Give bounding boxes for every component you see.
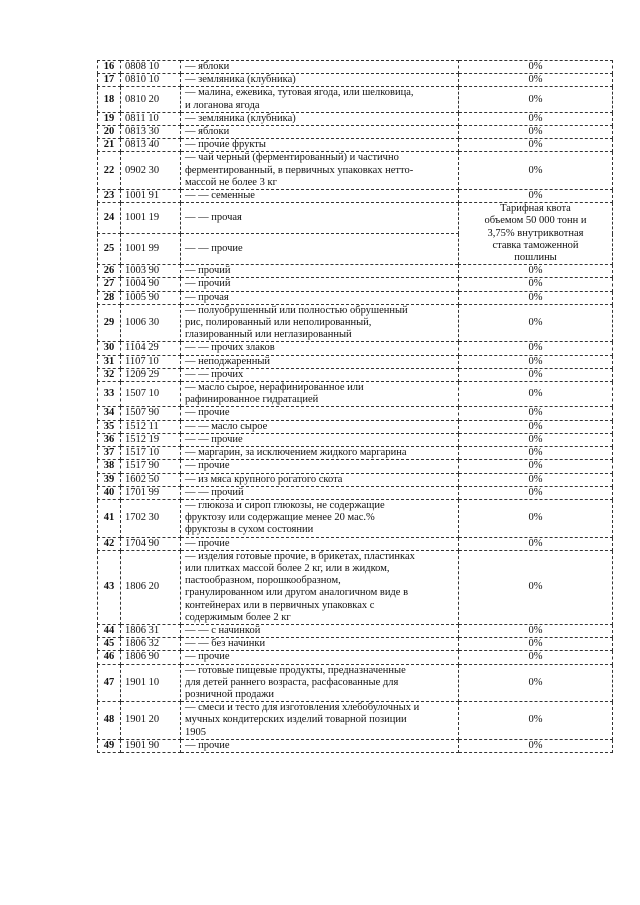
product-description xyxy=(181,382,459,407)
duty-rate xyxy=(459,126,613,139)
duty-rate xyxy=(459,304,613,342)
duty-rate xyxy=(459,291,613,304)
duty-rate xyxy=(459,265,613,278)
product-description xyxy=(181,355,459,368)
description-line: фруктозу или содержащие менее 20 мас.% xyxy=(185,512,375,524)
rate-line: 0% xyxy=(528,164,543,176)
description-line: — — семенные xyxy=(185,190,255,202)
row-number: 21 xyxy=(98,139,121,152)
description-line: контейнерах или в первичных упаковках с xyxy=(185,599,375,611)
product-description xyxy=(181,550,459,624)
product-description xyxy=(181,739,459,752)
description-line: и логанова ягода xyxy=(185,99,260,111)
product-description xyxy=(181,265,459,278)
duty-rate xyxy=(459,499,613,537)
rate-line: 3,75% внутриквотная xyxy=(487,227,584,239)
description-line: — — без начинки xyxy=(185,638,266,650)
rate-line: ставка таможенной xyxy=(492,239,579,251)
duty-rate xyxy=(459,638,613,651)
duty-rate xyxy=(459,152,613,190)
description-line: пастообразном, порошкообразном, xyxy=(185,575,341,587)
description-line: — — прочие xyxy=(185,243,243,255)
description-line: — масло сырое, нерафинированное или xyxy=(185,382,364,394)
description-line: — полуобрушенный или полностью обрушенный xyxy=(185,304,408,316)
table-row xyxy=(98,407,613,420)
description-line: — прочие xyxy=(185,460,230,472)
description-line: — — прочих злаков xyxy=(185,342,275,354)
rate-line: 0% xyxy=(528,93,543,105)
description-line: — яблоки xyxy=(185,126,230,138)
product-description xyxy=(181,407,459,420)
row-number: 30 xyxy=(98,342,121,355)
description-line: 1905 xyxy=(185,726,206,738)
rate-line: 0% xyxy=(528,278,543,290)
description-line: — малина, ежевика, тутовая ягода, или шелковица, xyxy=(185,87,414,99)
product-description xyxy=(181,486,459,499)
product-description xyxy=(181,203,459,234)
description-line: — прочие xyxy=(185,651,230,663)
table-row xyxy=(98,739,613,752)
duty-rate xyxy=(459,112,613,125)
description-line: рафинированное гидратацией xyxy=(185,394,319,406)
product-description xyxy=(181,304,459,342)
tariff-code: 1517 90 xyxy=(121,460,181,473)
duty-rate xyxy=(459,74,613,87)
description-line: — — масло сырое xyxy=(185,420,268,432)
tariff-code: 1006 30 xyxy=(121,304,181,342)
product-description xyxy=(181,664,459,702)
duty-rate xyxy=(459,420,613,433)
table-row xyxy=(98,304,613,342)
table-row xyxy=(98,651,613,664)
tariff-code: 1702 30 xyxy=(121,499,181,537)
product-description xyxy=(181,460,459,473)
tariff-code: 1209 29 xyxy=(121,368,181,381)
row-number: 34 xyxy=(98,407,121,420)
table-row xyxy=(98,152,613,190)
product-description xyxy=(181,234,459,265)
tariff-code: 1005 90 xyxy=(121,291,181,304)
table-row xyxy=(98,624,613,637)
tariff-code: 1004 90 xyxy=(121,278,181,291)
description-line: ферментированный, в первичных упаковках нетто- xyxy=(185,164,414,176)
description-line: — изделия готовые прочие, в брикетах, пластинках xyxy=(185,550,415,562)
tariff-table-body xyxy=(98,61,613,753)
product-description xyxy=(181,112,459,125)
table-row xyxy=(98,420,613,433)
product-description xyxy=(181,499,459,537)
duty-rate xyxy=(459,87,613,112)
product-description xyxy=(181,342,459,355)
tariff-code: 1901 20 xyxy=(121,702,181,740)
row-number: 18 xyxy=(98,87,121,112)
table-row xyxy=(98,87,613,112)
tariff-code: 1901 90 xyxy=(121,739,181,752)
product-description xyxy=(181,433,459,446)
row-number: 32 xyxy=(98,368,121,381)
row-number: 29 xyxy=(98,304,121,342)
description-line: фруктозы в сухом состоянии xyxy=(185,524,314,536)
rate-line: 0% xyxy=(528,355,543,367)
table-row xyxy=(98,382,613,407)
description-line: — прочие xyxy=(185,407,230,419)
rate-line: 0% xyxy=(528,407,543,419)
rate-line: 0% xyxy=(528,638,543,650)
description-line: — — прочая xyxy=(185,212,242,224)
row-number: 35 xyxy=(98,420,121,433)
rate-line: 0% xyxy=(528,486,543,498)
description-line: — — прочий xyxy=(185,486,244,498)
product-description xyxy=(181,638,459,651)
product-description xyxy=(181,651,459,664)
table-row xyxy=(98,550,613,624)
tariff-code: 1512 11 xyxy=(121,420,181,433)
product-description xyxy=(181,87,459,112)
row-number: 46 xyxy=(98,651,121,664)
description-line: гранулированном или другом аналогичном виде в xyxy=(185,587,409,599)
product-description xyxy=(181,126,459,139)
duty-rate xyxy=(459,550,613,624)
row-number: 48 xyxy=(98,702,121,740)
table-row xyxy=(98,112,613,125)
row-number: 45 xyxy=(98,638,121,651)
description-line: глазированный или неглазированный xyxy=(185,329,352,341)
row-number: 43 xyxy=(98,550,121,624)
product-description xyxy=(181,61,459,74)
tariff-code: 1704 90 xyxy=(121,537,181,550)
tariff-code: 1806 90 xyxy=(121,651,181,664)
row-number: 20 xyxy=(98,126,121,139)
table-row xyxy=(98,460,613,473)
description-line: или плитках массой более 2 кг, или в жидком, xyxy=(185,562,390,574)
description-line: — прочий xyxy=(185,265,231,277)
tariff-code: 0811 10 xyxy=(121,112,181,125)
row-number: 24 xyxy=(98,203,121,234)
table-row xyxy=(98,139,613,152)
rate-line: 0% xyxy=(528,433,543,445)
product-description xyxy=(181,473,459,486)
tariff-code: 1507 90 xyxy=(121,407,181,420)
rate-line: 0% xyxy=(528,317,543,329)
duty-rate xyxy=(459,739,613,752)
tariff-code: 0808 10 xyxy=(121,61,181,74)
tariff-code: 1806 20 xyxy=(121,550,181,624)
duty-rate xyxy=(459,664,613,702)
row-number: 17 xyxy=(98,74,121,87)
table-row xyxy=(98,473,613,486)
description-line: — прочая xyxy=(185,291,229,303)
duty-rate xyxy=(459,433,613,446)
product-description xyxy=(181,291,459,304)
rate-line: 0% xyxy=(528,61,543,72)
tariff-code: 1701 99 xyxy=(121,486,181,499)
tariff-code: 1517 10 xyxy=(121,447,181,460)
rate-line: 0% xyxy=(528,739,543,751)
table-row xyxy=(98,278,613,291)
duty-rate xyxy=(459,447,613,460)
description-line: — готовые пищевые продукты, предназначенные xyxy=(185,664,406,676)
rate-line: Тарифная квота xyxy=(500,203,571,215)
product-description xyxy=(181,624,459,637)
table-row xyxy=(98,190,613,203)
description-line: — — с начинкой xyxy=(185,624,261,636)
row-number: 40 xyxy=(98,486,121,499)
rate-line: 0% xyxy=(528,265,543,277)
tariff-code: 1512 19 xyxy=(121,433,181,446)
duty-rate xyxy=(459,382,613,407)
description-line: — яблоки xyxy=(185,61,230,72)
description-line: содержимым более 2 кг xyxy=(185,611,291,623)
duty-rate xyxy=(459,203,613,265)
row-number: 41 xyxy=(98,499,121,537)
duty-rate xyxy=(459,407,613,420)
rate-line: 0% xyxy=(528,460,543,472)
table-row xyxy=(98,486,613,499)
tariff-code: 1806 32 xyxy=(121,638,181,651)
tariff-code: 0813 40 xyxy=(121,139,181,152)
rate-line: 0% xyxy=(528,714,543,726)
table-row xyxy=(98,433,613,446)
rate-line: 0% xyxy=(528,368,543,380)
description-line: рис, полированный или неполированный, xyxy=(185,317,372,329)
tariff-code: 1001 91 xyxy=(121,190,181,203)
description-line: — чай черный (ферментированный) и частично xyxy=(185,152,399,164)
rate-line: 0% xyxy=(528,291,543,303)
description-line: — прочий xyxy=(185,278,231,290)
row-number: 38 xyxy=(98,460,121,473)
rate-line: 0% xyxy=(528,420,543,432)
table-row xyxy=(98,291,613,304)
tariff-code: 1001 19 xyxy=(121,203,181,234)
tariff-table xyxy=(97,60,613,753)
description-line: для детей раннего возраста, расфасованные для xyxy=(185,676,399,688)
product-description xyxy=(181,190,459,203)
tariff-code: 1806 31 xyxy=(121,624,181,637)
product-description xyxy=(181,537,459,550)
rate-line: 0% xyxy=(528,512,543,524)
row-number: 37 xyxy=(98,447,121,460)
description-line: — — прочих xyxy=(185,368,244,380)
row-number: 47 xyxy=(98,664,121,702)
row-number: 26 xyxy=(98,265,121,278)
description-line: — глюкоза и сироп глюкозы, не содержащие xyxy=(185,499,385,511)
rate-line: 0% xyxy=(528,473,543,485)
table-row xyxy=(98,203,613,234)
row-number: 23 xyxy=(98,190,121,203)
duty-rate xyxy=(459,139,613,152)
table-row xyxy=(98,638,613,651)
duty-rate xyxy=(459,355,613,368)
tariff-code: 1507 10 xyxy=(121,382,181,407)
rate-line: 0% xyxy=(528,74,543,86)
product-description xyxy=(181,702,459,740)
table-row xyxy=(98,368,613,381)
table-row xyxy=(98,61,613,74)
product-description xyxy=(181,420,459,433)
description-line: — маргарин, за исключением жидкого маргарина xyxy=(185,447,407,459)
description-line: мучных кондитерских изделий товарной позиции xyxy=(185,714,407,726)
tariff-code: 1602 50 xyxy=(121,473,181,486)
tariff-code: 0810 20 xyxy=(121,87,181,112)
duty-rate xyxy=(459,460,613,473)
product-description xyxy=(181,152,459,190)
table-row xyxy=(98,447,613,460)
product-description xyxy=(181,74,459,87)
row-number: 49 xyxy=(98,739,121,752)
table-row xyxy=(98,499,613,537)
row-number: 25 xyxy=(98,234,121,265)
rate-line: 0% xyxy=(528,139,543,151)
rate-line: 0% xyxy=(528,651,543,663)
duty-rate xyxy=(459,190,613,203)
duty-rate xyxy=(459,278,613,291)
rate-line: объемом 50 000 тонн и xyxy=(484,215,587,227)
description-line: — земляника (клубника) xyxy=(185,74,296,86)
row-number: 16 xyxy=(98,61,121,74)
row-number: 42 xyxy=(98,537,121,550)
product-description xyxy=(181,278,459,291)
duty-rate xyxy=(459,473,613,486)
row-number: 28 xyxy=(98,291,121,304)
tariff-code: 1001 99 xyxy=(121,234,181,265)
table-row xyxy=(98,355,613,368)
table-row xyxy=(98,537,613,550)
rate-line: 0% xyxy=(528,126,543,138)
description-line: — неподжаренный xyxy=(185,355,271,367)
tariff-code: 1107 10 xyxy=(121,355,181,368)
row-number: 33 xyxy=(98,382,121,407)
row-number: 22 xyxy=(98,152,121,190)
rate-line: 0% xyxy=(528,190,543,202)
description-line: — из мяса крупного рогатого скота xyxy=(185,473,343,485)
description-line: розничной продажи xyxy=(185,688,274,700)
tariff-code: 0813 30 xyxy=(121,126,181,139)
table-row xyxy=(98,126,613,139)
table-row xyxy=(98,74,613,87)
description-line: массой не более 3 кг xyxy=(185,176,277,188)
tariff-code: 0902 30 xyxy=(121,152,181,190)
row-number: 27 xyxy=(98,278,121,291)
duty-rate xyxy=(459,342,613,355)
duty-rate xyxy=(459,368,613,381)
description-line: — прочие xyxy=(185,537,230,549)
tariff-code: 0810 10 xyxy=(121,74,181,87)
row-number: 36 xyxy=(98,433,121,446)
table-row xyxy=(98,265,613,278)
product-description xyxy=(181,139,459,152)
rate-line: 0% xyxy=(528,581,543,593)
tariff-code: 1003 90 xyxy=(121,265,181,278)
tariff-code: 1104 29 xyxy=(121,342,181,355)
rate-line: 0% xyxy=(528,388,543,400)
product-description xyxy=(181,368,459,381)
duty-rate xyxy=(459,486,613,499)
duty-rate xyxy=(459,624,613,637)
table-row xyxy=(98,702,613,740)
description-line: — прочие фрукты xyxy=(185,139,266,151)
rate-line: 0% xyxy=(528,342,543,354)
table-row xyxy=(98,664,613,702)
duty-rate xyxy=(459,537,613,550)
tariff-code: 1901 10 xyxy=(121,664,181,702)
description-line: — прочие xyxy=(185,739,230,751)
table-row xyxy=(98,342,613,355)
description-line: — смеси и тесто для изготовления хлебобулочных и xyxy=(185,702,420,714)
row-number: 44 xyxy=(98,624,121,637)
duty-rate xyxy=(459,702,613,740)
product-description xyxy=(181,447,459,460)
row-number: 19 xyxy=(98,112,121,125)
rate-line: 0% xyxy=(528,112,543,124)
description-line: — — прочие xyxy=(185,433,243,445)
row-number: 31 xyxy=(98,355,121,368)
rate-line: 0% xyxy=(528,537,543,549)
rate-line: пошлины xyxy=(514,252,557,264)
description-line: — земляника (клубника) xyxy=(185,112,296,124)
rate-line: 0% xyxy=(528,447,543,459)
duty-rate xyxy=(459,651,613,664)
row-number: 39 xyxy=(98,473,121,486)
duty-rate xyxy=(459,61,613,74)
rate-line: 0% xyxy=(528,676,543,688)
rate-line: 0% xyxy=(528,624,543,636)
